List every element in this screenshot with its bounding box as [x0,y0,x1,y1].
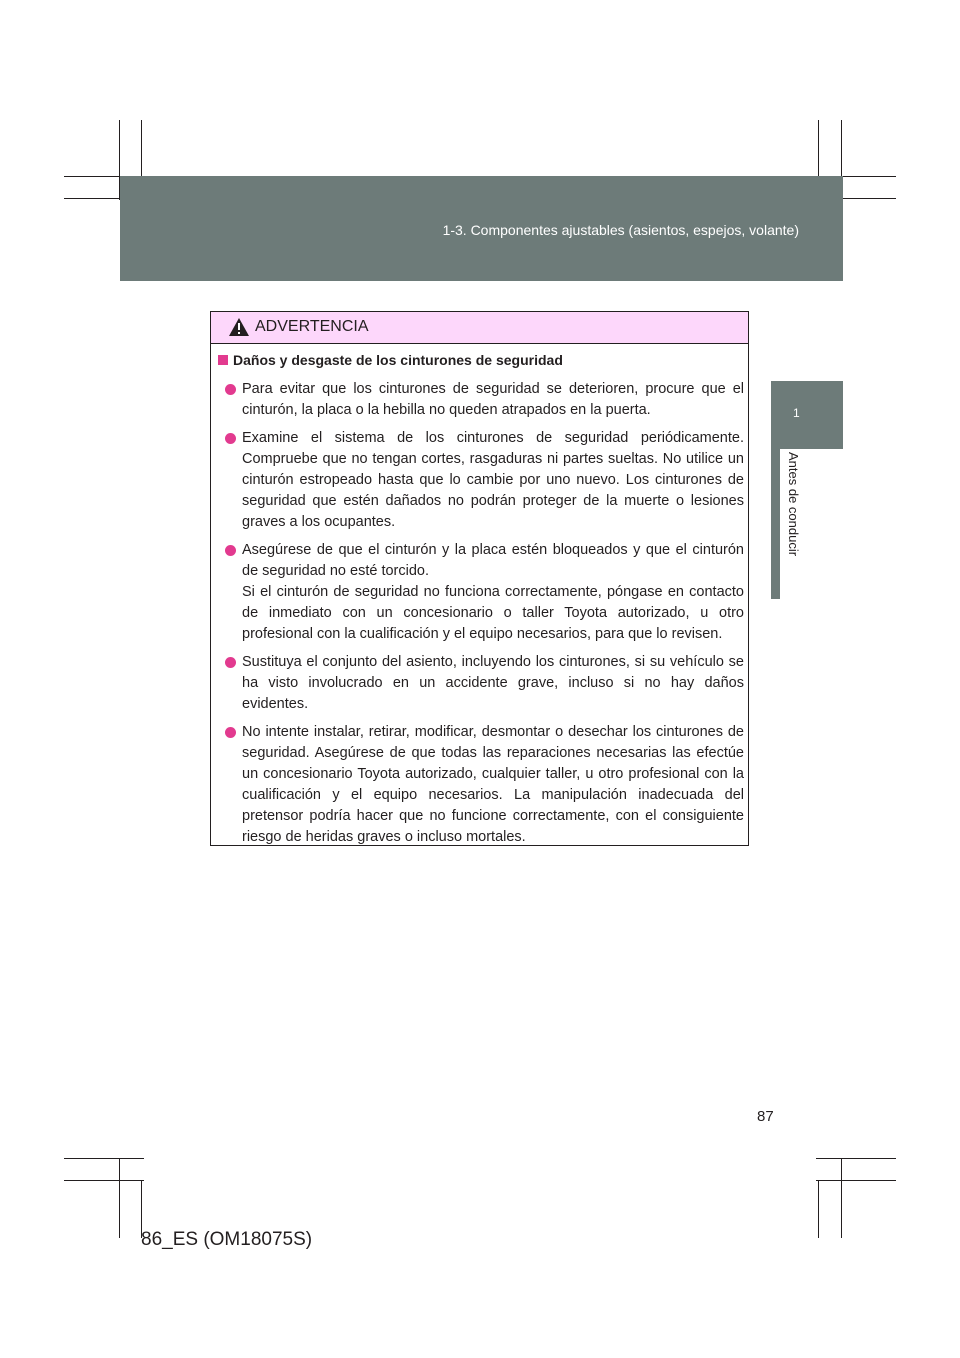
list-item [225,652,744,715]
document-code: 86_ES (OM18075S) [141,1229,313,1250]
list-item-text: Sustituya el conjunto del asiento, incluyendo los cinturones, si su vehículo se ha visto involucrado en un accidente grave, incluso si no hay daños evidentes. [242,654,744,712]
warning-triangle-icon [228,317,250,337]
list-item-text: Examine el sistema de los cinturones de seguridad periódicamente. Compruebe que no tengan cortes, rasgaduras ni partes sueltas. No utilice un cinturón estropeado hasta que lo cambie por uno nuevo. Los cinturones de seguridad que estén dañados no podrán proteger de la muerte o lesiones graves a los ocupantes. [242,430,744,530]
chapter-label: Antes de conducir [786,452,801,557]
warning-title: ADVERTENCIA [255,318,369,335]
circle-bullet-icon [225,384,236,395]
header-band [120,176,843,281]
page-number: 87 [757,1108,774,1125]
chapter-tab [771,381,843,449]
chapter-tab-strip [771,449,780,599]
circle-bullet-icon [225,433,236,444]
crop-mark [841,1158,842,1238]
crop-mark [816,1180,896,1181]
circle-bullet-icon [225,727,236,738]
crop-mark [818,1180,819,1238]
warning-list [225,379,744,855]
list-item [225,540,744,645]
square-icon [218,355,228,365]
warning-box [210,311,749,846]
list-item [225,379,744,421]
circle-bullet-icon [225,657,236,668]
crop-mark [816,1158,896,1159]
circle-bullet-icon [225,545,236,556]
list-item-text: No intente instalar, retirar, modificar, desmontar o desechar los cinturones de seguridad. Asegúrese de que todas las reparaciones necesarias las efectúe un concesionario Toyota autorizado, cualquier taller, u otro profesional con la cualificación y el equipo necesarios. La manipulación inadecuada del pretensor podría hacer que no funcione correctamente, con el consiguiente riesgo de heridas graves o incluso mortales. [242,724,744,845]
list-item-text-continued: Si el cinturón de seguridad no funciona correctamente, póngase en contacto de inmediato con un concesionario o taller Toyota autorizado, u otro profesional con la cualificación y el equipo necesarios, para que lo revisen. [242,584,744,642]
chapter-number: 1 [793,406,800,420]
crop-mark [64,1180,144,1181]
section-heading [218,352,563,368]
list-item [225,428,744,533]
crop-mark [64,1158,144,1159]
list-item-text: Para evitar que los cinturones de seguridad se deterioren, procure que el cinturón, la placa o la hebilla no queden atrapados en la puerta. [242,381,744,418]
section-title: 1-3. Componentes ajustables (asientos, espejos, volante) [442,222,799,238]
warning-header [211,312,748,344]
crop-mark [119,1158,120,1238]
list-item-text: Asegúrese de que el cinturón y la placa estén bloqueados y que el cinturón de seguridad no esté torcido. [242,542,744,579]
list-item [225,722,744,848]
section-heading-text: Daños y desgaste de los cinturones de seguridad [233,352,563,368]
